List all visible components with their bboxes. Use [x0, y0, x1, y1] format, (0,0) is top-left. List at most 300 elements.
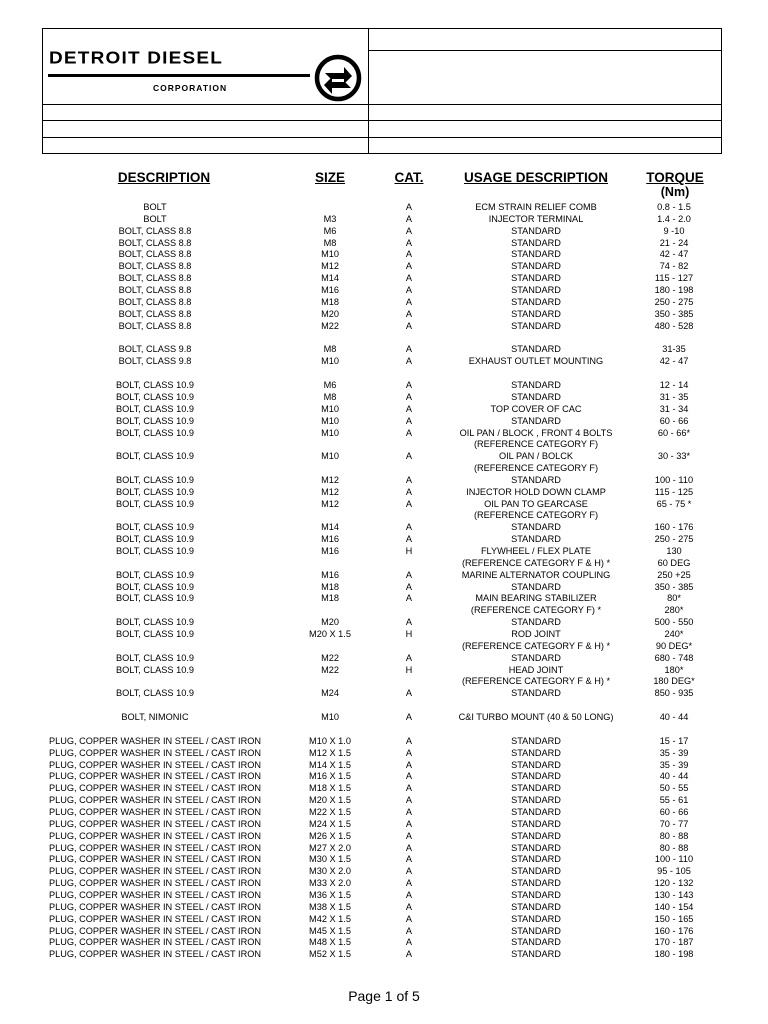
table-row	[0, 285, 768, 297]
row-category: A	[405, 795, 413, 806]
header-torque-unit: (Nm)	[660, 185, 690, 199]
row-size: M12	[321, 261, 339, 272]
row-torque: 170 - 187	[654, 937, 694, 948]
table-row	[0, 878, 768, 890]
header-description: DESCRIPTION	[117, 170, 211, 185]
row-usage: (REFERENCE CATEGORY F) *	[470, 605, 602, 616]
row-usage: STANDARD	[511, 296, 561, 307]
row-description: BOLT, CLASS 8.8	[118, 225, 192, 236]
row-torque: 80 - 88	[659, 842, 689, 853]
row-category: A	[405, 688, 413, 699]
row-category: A	[405, 498, 413, 509]
row-description: PLUG, COPPER WASHER IN STEEL / CAST IRON	[48, 735, 262, 746]
row-torque: 350 - 385	[654, 308, 694, 319]
row-category: A	[405, 652, 413, 663]
table-row	[0, 510, 768, 522]
row-usage: STANDARD	[511, 949, 561, 960]
table-row	[0, 819, 768, 831]
row-size: M38 X 1.5	[309, 901, 351, 912]
row-size: M14 X 1.5	[309, 759, 351, 770]
row-description: BOLT, CLASS 10.9	[116, 628, 194, 639]
row-usage: C&I TURBO MOUNT (40 & 50 LONG)	[458, 712, 614, 722]
table-row	[0, 297, 768, 309]
row-category: A	[405, 949, 413, 960]
row-size: M30 X 2.0	[309, 866, 351, 877]
row-size: M42 X 1.5	[309, 913, 351, 924]
table-row	[0, 665, 768, 677]
row-usage: STANDARD	[511, 474, 561, 485]
table-row	[0, 582, 768, 594]
row-usage: STANDARD	[511, 901, 561, 912]
row-size: M18 X 1.5	[309, 783, 351, 794]
row-torque: 80 - 88	[659, 830, 689, 841]
detroit-diesel-logo-icon	[311, 51, 365, 105]
row-torque: 60 - 66*	[657, 427, 691, 438]
row-size: M10	[321, 712, 339, 722]
row-size: M6	[323, 225, 337, 236]
row-size: M18	[321, 296, 339, 307]
row-category: H	[405, 546, 413, 556]
row-description: BOLT, CLASS 10.9	[116, 652, 194, 663]
table-row	[0, 843, 768, 855]
row-category: A	[405, 202, 413, 212]
row-torque: 60 - 66	[659, 807, 689, 817]
row-size: M20 X 1.5	[309, 628, 351, 639]
company-subtitle: CORPORATION	[153, 83, 228, 93]
table-row	[0, 617, 768, 629]
row-usage: STANDARD	[511, 878, 561, 889]
row-description: BOLT, CLASS 8.8	[118, 237, 192, 248]
row-category: A	[405, 937, 413, 948]
row-usage: STANDARD	[511, 830, 561, 841]
row-usage: STANDARD	[511, 391, 561, 402]
row-category: A	[405, 344, 413, 355]
row-torque: 250 +25	[657, 569, 691, 580]
row-torque: 65 - 75 *	[656, 498, 692, 509]
row-torque: 180 DEG*	[653, 676, 695, 687]
row-torque: 0.8 - 1.5	[657, 202, 691, 212]
row-size: M26 X 1.5	[309, 830, 351, 841]
table-row	[0, 416, 768, 428]
logo-rule	[48, 74, 310, 77]
row-size: M18	[321, 593, 339, 604]
row-description: PLUG, COPPER WASHER IN STEEL / CAST IRON	[48, 949, 262, 960]
table-row	[0, 712, 768, 724]
row-category: A	[405, 759, 413, 770]
row-description: BOLT, CLASS 8.8	[118, 249, 192, 260]
row-category: A	[405, 380, 413, 391]
row-usage: STANDARD	[511, 237, 561, 248]
table-row	[0, 890, 768, 902]
table-row	[0, 238, 768, 250]
row-category: A	[405, 617, 413, 628]
row-usage: (REFERENCE CATEGORY F & H) *	[461, 557, 611, 568]
row-torque: 160 - 176	[654, 925, 694, 936]
row-size: M20	[321, 617, 339, 628]
document-header	[42, 28, 722, 154]
row-usage: STANDARD	[511, 308, 561, 319]
row-usage: STANDARD	[511, 759, 561, 770]
company-name: DETROIT DIESEL	[49, 49, 224, 69]
row-torque: 31-35	[662, 344, 686, 355]
row-usage: INJECTOR HOLD DOWN CLAMP	[466, 486, 606, 497]
row-size: M8	[323, 391, 337, 402]
row-category: A	[405, 225, 413, 236]
row-usage: ECM STRAIN RELIEF COMB	[475, 202, 597, 212]
header-torque: TORQUE	[646, 170, 704, 185]
row-size: M20 X 1.5	[309, 795, 351, 806]
row-torque: 115 - 127	[654, 273, 694, 284]
table-row	[0, 771, 768, 783]
row-size: M22	[321, 320, 339, 331]
row-description: PLUG, COPPER WASHER IN STEEL / CAST IRON	[48, 771, 262, 782]
row-category: A	[405, 925, 413, 936]
table-row	[0, 605, 768, 617]
row-size: M16	[321, 546, 339, 556]
row-usage: STANDARD	[511, 534, 561, 545]
row-torque: 50 - 55	[659, 783, 689, 794]
row-category: A	[405, 913, 413, 924]
row-torque: 70 - 77	[659, 818, 689, 829]
header-vertical-divider	[368, 29, 369, 153]
row-torque: 60 DEG	[657, 557, 691, 568]
row-torque: 60 - 66	[659, 415, 689, 426]
row-torque: 350 - 385	[654, 581, 694, 592]
table-row	[0, 273, 768, 285]
row-category: A	[405, 403, 413, 414]
row-category: A	[405, 534, 413, 545]
row-usage: STANDARD	[511, 285, 561, 295]
row-torque: 42 - 47	[659, 249, 689, 260]
row-size: M12 X 1.5	[309, 747, 351, 758]
row-category: A	[405, 296, 413, 307]
row-size: M10	[321, 415, 339, 426]
row-size: M12	[321, 486, 339, 497]
row-usage: (REFERENCE CATEGORY F)	[473, 439, 599, 450]
row-category: A	[405, 783, 413, 794]
row-category: A	[405, 854, 413, 865]
row-torque: 250 - 275	[654, 534, 694, 545]
row-torque: 850 - 935	[654, 688, 694, 699]
row-description: BOLT, CLASS 10.9	[116, 688, 194, 699]
row-size: M45 X 1.5	[309, 925, 351, 936]
row-description: PLUG, COPPER WASHER IN STEEL / CAST IRON	[48, 925, 262, 936]
table-row	[0, 428, 768, 440]
table-row	[0, 593, 768, 605]
row-size: M3	[323, 213, 337, 224]
row-torque: 100 - 110	[654, 474, 694, 485]
row-description: BOLT, CLASS 8.8	[118, 296, 192, 307]
row-category: A	[405, 889, 413, 900]
page-number: Page 1 of 5	[348, 988, 420, 1004]
row-usage: OIL PAN / BOLCK	[498, 451, 574, 462]
row-description: BOLT, CLASS 10.9	[116, 391, 194, 402]
row-torque: 160 - 176	[654, 522, 694, 533]
row-category: A	[405, 308, 413, 319]
row-usage: OIL PAN TO GEARCASE	[484, 498, 588, 509]
row-usage: STANDARD	[511, 273, 561, 284]
row-usage: STANDARD	[511, 652, 561, 663]
row-usage: STANDARD	[511, 380, 561, 391]
row-description: BOLT, CLASS 8.8	[118, 273, 192, 284]
row-torque: 31 - 34	[659, 403, 689, 414]
table-row	[0, 831, 768, 843]
row-description: PLUG, COPPER WASHER IN STEEL / CAST IRON	[48, 854, 262, 865]
row-description: PLUG, COPPER WASHER IN STEEL / CAST IRON	[48, 807, 262, 817]
row-torque: 480 - 528	[654, 320, 694, 331]
row-category: A	[405, 249, 413, 260]
row-usage: STANDARD	[511, 937, 561, 948]
header-line	[368, 50, 721, 51]
row-description: BOLT, CLASS 10.9	[116, 617, 194, 628]
row-usage: EXHAUST OUTLET MOUNTING	[468, 356, 604, 367]
row-torque: 280*	[664, 605, 684, 616]
row-size: M16	[321, 285, 339, 295]
row-torque: 150 - 165	[654, 913, 694, 924]
row-size: M10	[321, 403, 339, 414]
row-usage: STANDARD	[511, 866, 561, 877]
table-row	[0, 451, 768, 463]
row-usage: STANDARD	[511, 735, 561, 746]
row-torque: 140 - 154	[654, 901, 694, 912]
row-description: BOLT, CLASS 9.8	[118, 356, 192, 367]
row-description: PLUG, COPPER WASHER IN STEEL / CAST IRON	[48, 830, 262, 841]
row-size: M18	[321, 581, 339, 592]
row-usage: STANDARD	[511, 747, 561, 758]
row-usage: MARINE ALTERNATOR COUPLING	[461, 569, 611, 580]
row-description: PLUG, COPPER WASHER IN STEEL / CAST IRON	[48, 937, 262, 948]
row-description: BOLT, NIMONIC	[121, 712, 189, 722]
row-torque: 180 - 198	[654, 949, 694, 960]
row-description: BOLT, CLASS 9.8	[118, 344, 192, 355]
row-size: M14	[321, 273, 339, 284]
row-description: PLUG, COPPER WASHER IN STEEL / CAST IRON	[48, 878, 262, 889]
table-row	[0, 463, 768, 475]
table-row	[0, 522, 768, 534]
row-size: M10	[321, 249, 339, 260]
row-size: M20	[321, 308, 339, 319]
row-torque: 95 - 105	[657, 866, 691, 877]
row-usage: STANDARD	[511, 261, 561, 272]
table-row	[0, 914, 768, 926]
row-description: BOLT, CLASS 10.9	[116, 581, 194, 592]
row-category: A	[405, 735, 413, 746]
table-row	[0, 439, 768, 451]
header-size: SIZE	[314, 170, 346, 185]
row-description: BOLT, CLASS 10.9	[116, 486, 194, 497]
row-description: BOLT, CLASS 10.9	[116, 569, 194, 580]
row-size: M33 X 2.0	[309, 878, 351, 889]
row-category: A	[405, 213, 413, 224]
row-torque: 31 - 35	[659, 391, 689, 402]
row-description: PLUG, COPPER WASHER IN STEEL / CAST IRON	[48, 866, 262, 877]
header-category: CAT.	[394, 170, 424, 185]
row-usage: HEAD JOINT	[508, 664, 564, 675]
row-description: BOLT, CLASS 10.9	[116, 474, 194, 485]
table-row	[0, 736, 768, 748]
row-category: A	[405, 712, 413, 722]
row-size: M12	[321, 498, 339, 509]
row-usage: STANDARD	[511, 854, 561, 865]
row-torque: 240*	[664, 628, 684, 639]
row-size: M16 X 1.5	[309, 771, 351, 782]
row-usage: MAIN BEARING STABILIZER	[475, 593, 597, 604]
row-torque: 35 - 39	[659, 747, 689, 758]
row-category: A	[405, 486, 413, 497]
row-torque: 80*	[667, 593, 681, 604]
row-usage: OIL PAN / BLOCK , FRONT 4 BOLTS	[459, 427, 613, 438]
table-row	[0, 926, 768, 938]
row-category: A	[405, 747, 413, 758]
row-size: M24 X 1.5	[309, 818, 351, 829]
row-torque: 30 - 33*	[657, 451, 691, 462]
table-row	[0, 807, 768, 819]
row-usage: STANDARD	[511, 249, 561, 260]
row-torque: 55 - 61	[659, 795, 689, 806]
row-description: PLUG, COPPER WASHER IN STEEL / CAST IRON	[48, 842, 262, 853]
row-description: BOLT, CLASS 10.9	[116, 664, 194, 675]
row-usage: TOP COVER OF CAC	[490, 403, 582, 414]
row-usage: STANDARD	[511, 617, 561, 628]
row-size: M30 X 1.5	[309, 854, 351, 865]
table-row	[0, 902, 768, 914]
row-category: H	[405, 664, 413, 675]
row-usage: STANDARD	[511, 320, 561, 331]
table-row	[0, 546, 768, 558]
row-description: PLUG, COPPER WASHER IN STEEL / CAST IRON	[48, 747, 262, 758]
row-usage: STANDARD	[511, 807, 561, 817]
table-row	[0, 202, 768, 214]
row-category: A	[405, 320, 413, 331]
row-usage: STANDARD	[511, 581, 561, 592]
table-row	[0, 866, 768, 878]
row-description: BOLT, CLASS 8.8	[118, 261, 192, 272]
row-usage: (REFERENCE CATEGORY F)	[473, 463, 599, 473]
table-row	[0, 937, 768, 949]
row-description: PLUG, COPPER WASHER IN STEEL / CAST IRON	[48, 759, 262, 770]
row-description: PLUG, COPPER WASHER IN STEEL / CAST IRON	[48, 795, 262, 806]
row-category: A	[405, 581, 413, 592]
row-usage: STANDARD	[511, 344, 561, 355]
row-torque: 9 -10	[663, 225, 685, 236]
row-category: A	[405, 522, 413, 533]
row-description: BOLT, CLASS 10.9	[116, 415, 194, 426]
table-row	[0, 309, 768, 321]
header-usage-description: USAGE DESCRIPTION	[463, 170, 609, 185]
row-torque: 500 - 550	[654, 617, 694, 628]
row-category: A	[405, 830, 413, 841]
row-usage: (REFERENCE CATEGORY F & H) *	[461, 640, 611, 651]
table-row	[0, 760, 768, 772]
table-row	[0, 499, 768, 511]
row-size: M10	[321, 427, 339, 438]
table-row	[0, 570, 768, 582]
row-size: M16	[321, 569, 339, 580]
row-size: M22 X 1.5	[309, 807, 351, 817]
table-row	[0, 534, 768, 546]
row-size: M27 X 2.0	[309, 842, 351, 853]
row-torque: 130	[666, 546, 682, 556]
table-row	[0, 783, 768, 795]
row-torque: 250 - 275	[654, 296, 694, 307]
table-row	[0, 558, 768, 570]
row-description: BOLT, CLASS 10.9	[116, 451, 194, 462]
row-torque: 180 - 198	[654, 285, 694, 295]
row-size: M36 X 1.5	[309, 889, 351, 900]
row-usage: ROD JOINT	[511, 628, 561, 639]
table-row	[0, 356, 768, 368]
row-usage: STANDARD	[511, 795, 561, 806]
table-row	[0, 344, 768, 356]
row-torque: 42 - 47	[659, 356, 689, 367]
table-row	[0, 487, 768, 499]
row-category: H	[405, 628, 413, 639]
row-torque: 1.4 - 2.0	[657, 213, 691, 224]
row-torque: 35 - 39	[659, 759, 689, 770]
table-row	[0, 748, 768, 760]
row-usage: STANDARD	[511, 415, 561, 426]
row-category: A	[405, 474, 413, 485]
table-row	[0, 261, 768, 273]
row-category: A	[405, 593, 413, 604]
row-torque: 115 - 125	[654, 486, 694, 497]
row-usage: STANDARD	[511, 925, 561, 936]
row-torque: 74 - 82	[659, 261, 689, 272]
row-usage: STANDARD	[511, 225, 561, 236]
table-row	[0, 795, 768, 807]
row-category: A	[405, 569, 413, 580]
row-category: A	[405, 901, 413, 912]
row-torque: 180*	[664, 664, 684, 675]
row-category: A	[405, 237, 413, 248]
table-row	[0, 392, 768, 404]
table-row	[0, 688, 768, 700]
row-torque: 40 - 44	[659, 712, 689, 722]
row-description: BOLT	[143, 202, 167, 212]
row-category: A	[405, 391, 413, 402]
table-row	[0, 475, 768, 487]
row-size: M8	[323, 344, 337, 355]
row-torque: 21 - 24	[659, 237, 689, 248]
row-usage: STANDARD	[511, 688, 561, 699]
row-description: BOLT, CLASS 10.9	[116, 546, 194, 556]
row-description: BOLT, CLASS 8.8	[118, 320, 192, 331]
row-size: M10	[321, 451, 339, 462]
header-line	[43, 104, 721, 105]
row-size: M52 X 1.5	[309, 949, 351, 960]
row-description: BOLT, CLASS 10.9	[116, 403, 194, 414]
row-usage: STANDARD	[511, 771, 561, 782]
row-description: PLUG, COPPER WASHER IN STEEL / CAST IRON	[48, 783, 262, 794]
column-headers	[0, 168, 768, 202]
row-description: BOLT, CLASS 10.9	[116, 522, 194, 533]
row-category: A	[405, 356, 413, 367]
table-row	[0, 214, 768, 226]
table-row	[0, 249, 768, 261]
row-torque: 130 - 143	[654, 889, 694, 900]
row-size: M22	[321, 664, 339, 675]
row-usage: (REFERENCE CATEGORY F)	[473, 510, 599, 521]
row-description: PLUG, COPPER WASHER IN STEEL / CAST IRON	[48, 913, 262, 924]
row-description: BOLT, CLASS 10.9	[116, 498, 194, 509]
row-category: A	[405, 878, 413, 889]
table-row	[0, 854, 768, 866]
header-line	[43, 137, 721, 138]
row-category: A	[405, 771, 413, 782]
row-category: A	[405, 818, 413, 829]
row-category: A	[405, 285, 413, 295]
row-description: BOLT, CLASS 8.8	[118, 285, 192, 295]
